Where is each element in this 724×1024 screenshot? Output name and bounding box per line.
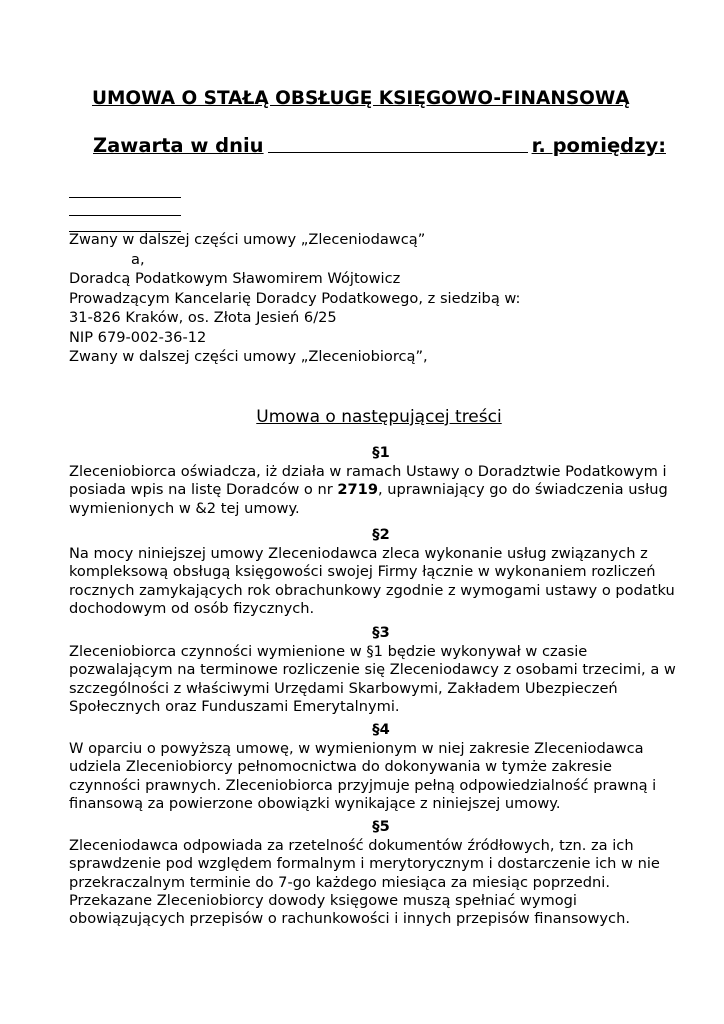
section-number: §4 [372, 721, 390, 738]
section-text: Zleceniobiorca czynności wymienione w §1 będzie wykonywał w czasie pozwalającym na terminowe rozliczenie się Zleceniodawcy z osobami trzecimi, a w szczególności z właściwymi Urzędami Skarbowymi, Zakładem Ubezpieczeń Społecznych oraz Funduszami Emerytalnymi. [69, 643, 676, 715]
party-line: 31-826 Kraków, os. Złota Jesień 6/25 [69, 309, 337, 326]
document-subtitle: Umowa o następującej treści [256, 407, 502, 427]
section-4 [69, 721, 685, 813]
section-text [69, 463, 685, 518]
date-blank [268, 134, 528, 153]
section-1 [69, 444, 685, 518]
section-text-part: , uprawniający go do świadczenia usług wymienionych w &2 tej umowy. [69, 481, 668, 517]
section-3 [69, 624, 685, 716]
registration-number: 2719 [337, 481, 378, 499]
section-text: W oparciu o powyższą umowę, w wymienionym w niej zakresie Zleceniodawca udziela Zleceniobiorcy pełnomocnictwa do dokonywania w tymże zakresie czynności prawnych. Zleceniobiorca przyjmuje pełną odpowiedzialność prawną i finansową za powierzone obowiązki wynikające z niniejszej umowy. [69, 740, 657, 812]
section-5 [69, 818, 685, 928]
section-text: Przekazane Zleceniobiorcy dowody księgowe muszą spełniać wymogi obowiązujących przepisów o rachunkowości i innych przepisów finansowych. [69, 891, 630, 928]
document-title: UMOWA O STAŁĄ OBSŁUGĘ KSIĘGOWO-FINANSOWĄ [92, 88, 630, 109]
section-text-part: Zleceniobiorca oświadcza, iż działa w ramach Ustawy o Doradztwie Podatkowym i posiada wpis na listę Doradców o nr [69, 463, 667, 499]
party-line: Zwany w dalszej części umowy „Zleceniodawcą” [69, 231, 426, 248]
section-number: §1 [372, 444, 390, 461]
party-line: a, [131, 250, 145, 268]
section-number: §3 [372, 624, 390, 641]
party-line: NIP 679-002-36-12 [69, 328, 207, 346]
date-line-prefix: Zawarta w dniu [93, 134, 264, 157]
date-line-suffix: r. pomiędzy: [531, 134, 666, 157]
party-block [69, 230, 520, 367]
blank-line-1 [69, 197, 181, 198]
section-text: Na mocy niniejszej umowy Zleceniodawca zleca wykonanie usług związanych z kompleksową obsługą księgowości swojej Firmy łącznie w wykonaniem rozliczeń rocznych zamykających rok obrachunkowy zgodnie z wymogami ustawy o podatku dochodowym od osób fizycznych. [69, 545, 675, 617]
section-text: Zleceniodawca odpowiada za rzetelność dokumentów źródłowych, tzn. za ich sprawdzenie pod względem formalnym i merytorycznym i dostarczenie ich w nie przekraczalnym terminie do 7-go każdego miesiąca za miesiąc poprzedni. [69, 837, 660, 891]
date-line [93, 134, 666, 157]
party-line: Zwany w dalszej części umowy „Zleceniobiorcą”, [69, 348, 428, 365]
section-number: §5 [372, 818, 390, 835]
party-line: Prowadzącym Kancelarię Doradcy Podatkowego, z siedzibą w: [69, 289, 521, 307]
blank-line-2 [69, 215, 181, 216]
party-line: Doradcą Podatkowym Sławomirem Wójtowicz [69, 270, 401, 287]
section-number: §2 [372, 526, 390, 543]
section-2 [69, 526, 685, 618]
